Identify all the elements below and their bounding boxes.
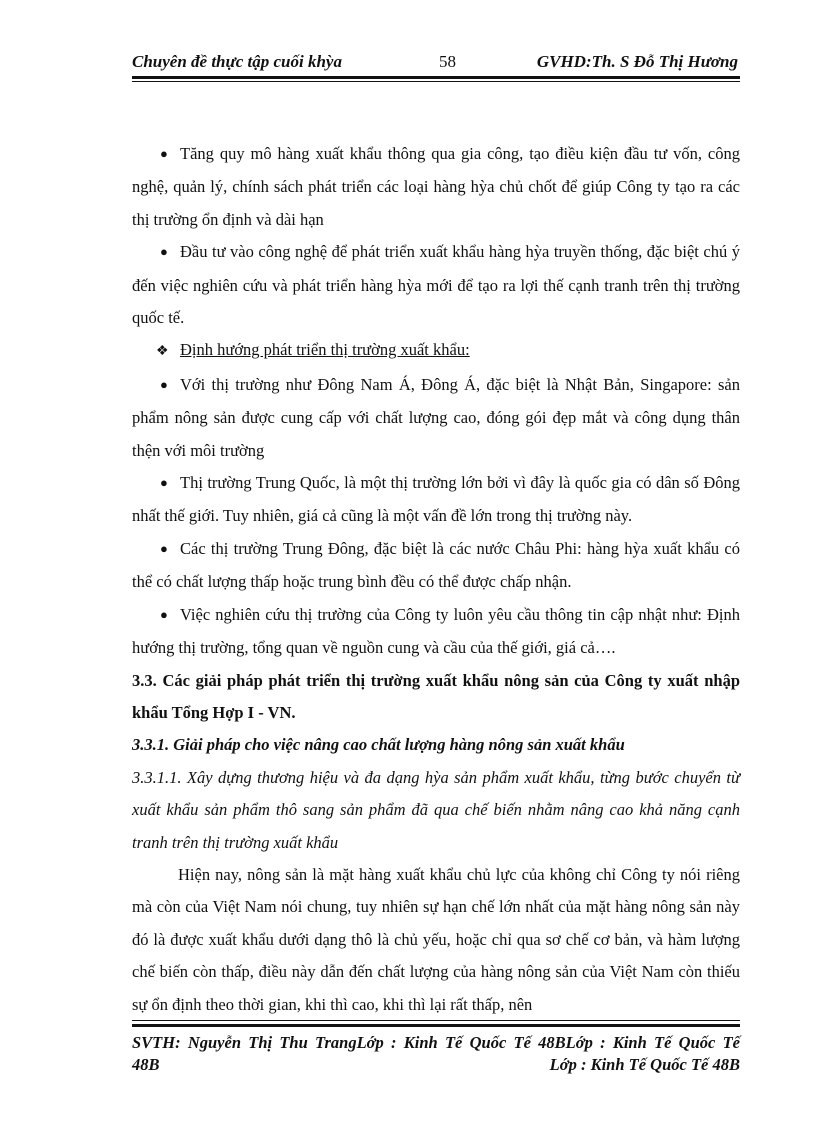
footer-class-line (132, 1054, 740, 1076)
bullet-icon: ● (160, 376, 168, 392)
header-rule-thick (132, 76, 740, 79)
page-number: 58 (439, 52, 456, 71)
diamond-bullet-icon: ❖ (156, 344, 169, 360)
bullet-item: ● Đầu tư vào công nghệ để phát triển xuất khẩu hàng hỳa truyền thống, đặc biệt chú ý đến việc nghiên cứu và phát triển hàng hỳa mới để tạo ra lợi thế cạnh tranh trên thị trường quốc tế. (132, 236, 740, 334)
bullet-item: ● Việc nghiên cứu thị trường của Công ty luôn yêu cầu thông tin cập nhật như: Định hướng thị trường, tổng quan về nguồn cung và cầu của thế giới, giá cả…. (132, 599, 740, 665)
section-subheading: ❖ Định hướng phát triển thị trường xuất khẩu: (132, 334, 740, 368)
page-body (132, 138, 740, 1021)
bullet-icon: ● (160, 244, 168, 260)
bullet-icon: ● (160, 540, 168, 556)
bullet-icon: ● (160, 606, 168, 622)
footer-class-code: 48B (132, 1055, 160, 1074)
page-footer (132, 1032, 740, 1076)
page-header (132, 46, 738, 76)
header-rule-thin (132, 81, 740, 82)
bullet-item: ● Tăng quy mô hàng xuất khẩu thông qua gia công, tạo điều kiện đầu tư vốn, công nghệ, quản lý, chính sách phát triển các loại hàng hỳa chủ chốt để giúp Công ty tạo ra các thị trường ổn định và dài hạn (132, 138, 740, 236)
heading-3-3-1-1: 3.3.1.1. Xây dựng thương hiệu và đa dạng hỳa sản phẩm xuất khẩu, từng bước chuyển từ xuất khẩu sản phẩm thô sang sản phẩm đã qua chế biến nhằm nâng cao khả năng cạnh tranh trên thị trường xuất khẩu (132, 767, 740, 852)
footer-rule-thin (132, 1020, 740, 1021)
bullet-icon: ● (160, 475, 168, 491)
supervisor-name: GVHD:Th. S Đỗ Thị Hương (536, 52, 738, 71)
footer-rule-thick (132, 1024, 740, 1027)
heading-3-3-1: 3.3.1. Giải pháp cho việc nâng cao chất lượng hàng nông sản xuất khẩu (132, 735, 625, 755)
body-paragraph: Hiện nay, nông sản là mặt hàng xuất khẩu chủ lực của không chỉ Công ty nói riêng mà còn của Việt Nam nói chung, tuy nhiên sự hạn chế lớn nhất của mặt hàng nông sản này đó là được xuất khẩu dưới dạng thô là chủ yếu, hoặc chỉ qua sơ chế cơ bản, và hàm lượng chế biến còn thấp, điều này dẫn đến chất lượng của hàng nông sản của Việt Nam còn thiếu sự ổn định theo thời gian, khi thì cao, khi thì lại rất thấp, nên (132, 864, 740, 1014)
bullet-item: ● Các thị trường Trung Đông, đặc biệt là các nước Châu Phi: hàng hỳa xuất khẩu có thể có chất lượng thấp hoặc trung bình đều có thể được chấp nhận. (132, 533, 740, 599)
bullet-item: ● Thị trường Trung Quốc, là một thị trường lớn bởi vì đây là quốc gia có dân số Đông nhất thế giới. Tuy nhiên, giá cả cũng là một vấn đề lớn trong thị trường này. (132, 467, 740, 533)
bullet-item: ● Với thị trường như Đông Nam Á, Đông Á, đặc biệt là Nhật Bản, Singapore: sản phẩm nông sản được cung cấp với chất lượng cao, đóng gói đẹp mắt và công dụng thân thện với môi trường (132, 369, 740, 467)
footer-class-name: Lớp : Kinh Tế Quốc Tế 48B (549, 1055, 740, 1074)
heading-3-3: 3.3. Các giải pháp phát triển thị trường xuất khẩu nông sản của Công ty xuất nhập khẩu Tổng Hợp I - VN. (132, 670, 740, 722)
document-title: Chuyên đề thực tập cuối khỳa (132, 52, 342, 71)
bullet-icon: ● (160, 146, 168, 161)
footer-student-line: SVTH: Nguyễn Thị Thu TrangLớp : Kinh Tế Quốc Tế 48BLớp : Kinh Tế Quốc Tế (132, 1033, 740, 1052)
